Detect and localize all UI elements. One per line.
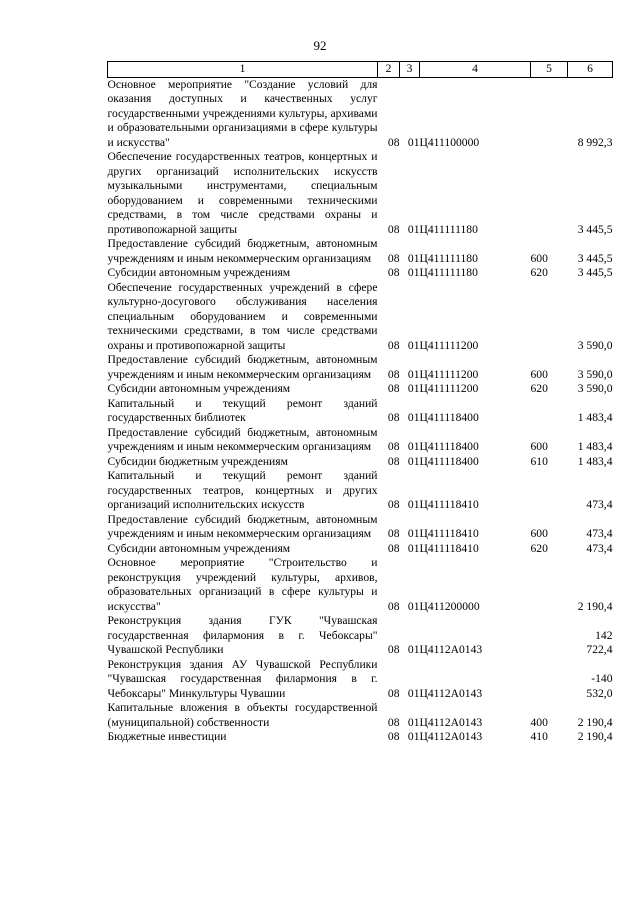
row-target-article: Ц4112А0143 [419,643,483,656]
row-name: Бюджетные инвестиции [107,730,227,743]
row-name: Капитальные вложения в объекты государственной (муниципальной) собственности [107,701,378,729]
row-name: Капитальный и текущий ремонт зданий государственных театров, концертных и других организаций исполнительских искусств [107,469,378,511]
row-subsection: 01 [407,715,420,729]
row-subsection: 01 [407,730,420,743]
table-row [108,614,613,658]
table-row [108,77,613,150]
row-name: Предоставление субсидий бюджетным, автономным учреждениям и иным некоммерческим организациям [107,512,378,540]
row-target-article: Ц411118410 [419,527,479,540]
row-subsection: 01 [407,541,420,555]
row-amount: 1 483,4 [577,454,613,468]
row-section: 08 [387,382,400,395]
row-amount: 473,4 [586,541,613,555]
row-expense-type [531,556,568,614]
table-row [108,382,613,397]
table-header-row [108,62,613,78]
row-expense-type [531,150,568,237]
row-expense-type [531,658,568,702]
row-section: 08 [387,498,400,511]
header-col-1: 1 [108,62,378,78]
row-name: Субсидии бюджетным учреждениям [107,454,288,468]
row-section: 08 [387,454,400,468]
header-col-4: 4 [420,62,531,78]
row-name: Субсидии автономным учреждениям [107,382,291,395]
row-target-article: Ц411118410 [419,498,479,511]
row-subsection: 01 [407,599,420,613]
row-amount: 142 722,4 [586,628,613,656]
row-subsection: 01 [407,367,420,381]
row-target-article: Ц411111200 [419,367,479,381]
row-target-article: Ц411118400 [419,440,479,453]
row-section: 08 [387,411,400,424]
row-name: Предоставление субсидий бюджетным, автономным учреждениям и иным некоммерческим организациям [107,237,378,265]
row-subsection: 01 [407,251,420,265]
row-subsection: 01 [407,643,420,656]
row-section: 08 [387,338,400,352]
row-expense-type: 400 [530,715,548,729]
row-name: Реконструкция здания ГУК "Чувашская государственная филармония в г. Чебоксары" Чувашской Республики [107,614,378,656]
row-target-article: Ц411111200 [419,338,479,352]
header-col-5: 5 [531,62,568,78]
row-expense-type [531,397,568,426]
row-name: Предоставление субсидий бюджетным, автономным учреждениям и иным некоммерческим организациям [107,353,378,381]
row-section: 08 [387,222,400,236]
row-target-article: Ц4112А0143 [419,730,483,743]
row-expense-type [531,77,568,150]
row-target-article: Ц411118400 [419,454,479,468]
row-target-article: Ц411100000 [419,135,480,149]
row-expense-type: 610 [530,454,548,468]
table-row [108,426,613,455]
row-section: 08 [387,440,400,453]
row-target-article: Ц411200000 [419,599,480,613]
row-amount: -140 532,0 [586,672,613,700]
row-name: Субсидии автономным учреждениям [107,266,291,279]
row-amount: 3 590,0 [577,382,613,395]
row-amount: 473,4 [586,527,613,540]
row-name: Обеспечение государственных театров, концертных и других организаций исполнительских искусств музыкальными инструментами, специальным оборудованием и современными техническими средствами, в том числе средствами охраны и противопожарной защиты [107,150,378,236]
row-section: 08 [387,527,400,540]
row-section: 08 [387,686,400,700]
row-target-article: Ц4112А0143 [419,715,483,729]
row-target-article: Ц411111180 [419,222,478,236]
row-name: Обеспечение государственных учреждений в сфере культурно-досугового обслуживания населения специальным оборудованием и современными техническими средствами, в том числе средствами охраны и противопожарной защиты [107,280,378,352]
row-section: 08 [387,135,400,149]
row-expense-type: 600 [530,440,548,453]
row-amount: 3 590,0 [577,338,613,352]
table-row [108,701,613,730]
row-section: 08 [387,266,400,279]
row-expense-type [531,281,568,354]
table-row [108,397,613,426]
row-amount: 3 445,5 [577,266,613,279]
row-amount: 1 483,4 [577,440,613,453]
page-number: 92 [313,38,327,53]
table-row [108,542,613,557]
row-amount: 473,4 [586,498,613,511]
table-row [108,281,613,354]
row-expense-type: 410 [530,730,548,743]
row-target-article: Ц411111200 [419,382,479,395]
table-row [108,513,613,542]
row-expense-type: 620 [530,266,548,279]
table-row [108,353,613,382]
row-target-article: Ц411111180 [419,266,478,279]
table-row [108,556,613,614]
table-row [108,469,613,513]
row-expense-type: 600 [530,251,548,265]
row-expense-type [531,469,568,513]
table-row [108,730,613,745]
row-expense-type: 600 [530,367,548,381]
row-subsection: 01 [407,498,420,511]
row-subsection: 01 [407,338,420,352]
row-name: Основное мероприятие "Создание условий для оказания доступных и качественных услуг государственными учреждениями культуры, архивами и образовательными организациями в сфере культуры и искусства" [107,77,378,149]
row-target-article: Ц4112А0143 [419,686,483,700]
row-name: Субсидии автономным учреждениям [107,541,291,555]
row-subsection: 01 [407,440,420,453]
row-expense-type: 600 [530,527,548,540]
row-amount: 3 590,0 [577,367,613,381]
row-expense-type: 620 [530,382,548,395]
row-subsection: 01 [407,382,420,395]
row-section: 08 [387,730,400,743]
row-expense-type: 620 [530,541,548,555]
row-amount: 3 445,5 [577,251,613,265]
row-amount: 2 190,4 [577,715,613,729]
header-col-6: 6 [568,62,613,78]
row-expense-type [531,614,568,658]
row-section: 08 [387,367,400,381]
row-subsection: 01 [407,411,420,424]
header-col-3: 3 [400,62,420,78]
table-row [108,237,613,266]
row-subsection: 01 [407,527,420,540]
row-section: 08 [387,251,400,265]
table-row [108,150,613,237]
row-subsection: 01 [407,454,420,468]
row-amount: 1 483,4 [577,411,613,424]
row-subsection: 01 [407,222,420,236]
row-name: Основное мероприятие "Строительство и реконструкция учреждений культуры, архивов, образовательных организаций в сфере культуры и искусства" [107,556,378,613]
row-target-article: Ц411118410 [419,541,479,555]
row-subsection: 01 [407,135,420,149]
row-name: Реконструкция здания АУ Чувашской Республики "Чувашская государственная филармония в г. Чебоксары" Минкультуры Чувашии [107,657,378,700]
table-row [108,658,613,702]
row-section: 08 [387,643,400,656]
row-target-article: Ц411111180 [419,251,478,265]
header-col-2: 2 [378,62,400,78]
row-subsection: 01 [407,686,420,700]
row-amount: 3 445,5 [577,222,613,236]
table-row [108,266,613,281]
table-row [108,455,613,470]
budget-table [107,61,613,745]
row-amount: 2 190,4 [577,599,613,613]
row-section: 08 [387,599,400,613]
row-name: Капитальный и текущий ремонт зданий государственных библиотек [107,396,378,424]
row-name: Предоставление субсидий бюджетным, автономным учреждениям и иным некоммерческим организациям [107,425,378,453]
row-amount: 8 992,3 [577,135,613,149]
row-section: 08 [387,541,400,555]
row-amount: 2 190,4 [577,730,613,743]
row-subsection: 01 [407,266,420,279]
row-target-article: Ц411118400 [419,411,479,424]
row-section: 08 [387,715,400,729]
